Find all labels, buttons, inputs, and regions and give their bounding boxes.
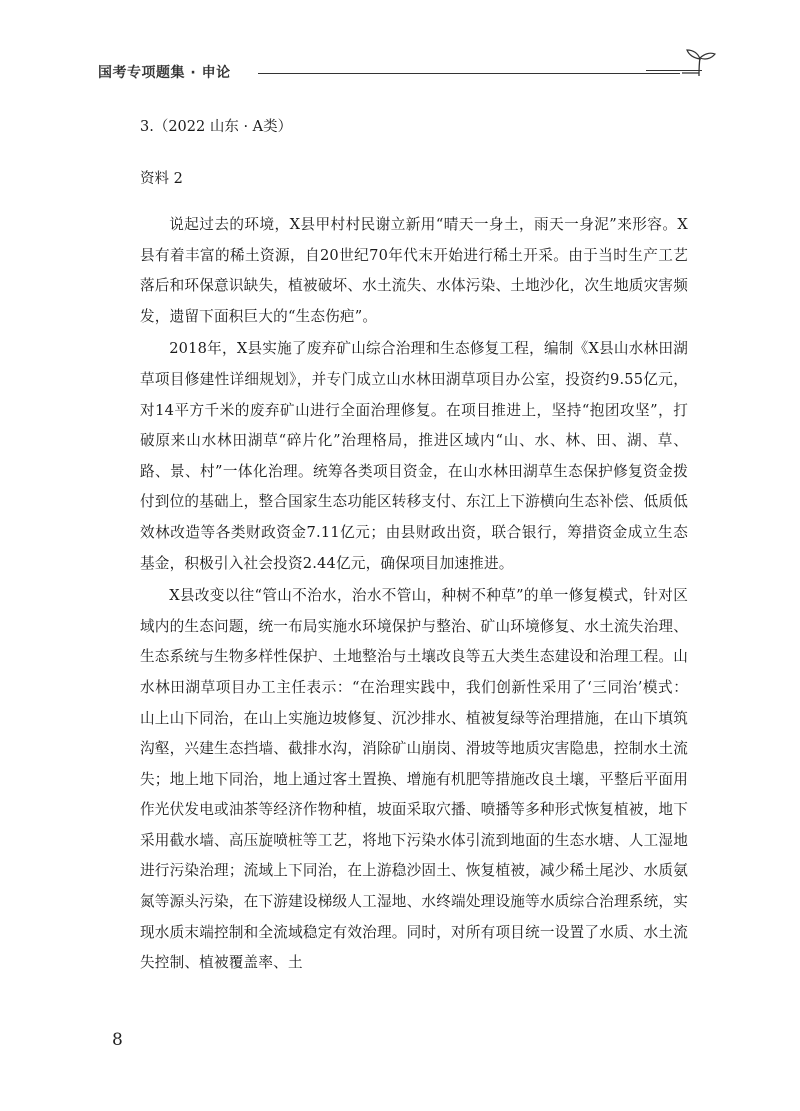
- page-content: [140, 112, 688, 981]
- material-title: 资料 2: [140, 171, 183, 187]
- sprout-icon: [680, 46, 718, 80]
- question-number: 3.（2022 山东 · A类）: [140, 119, 293, 135]
- page-number: 8: [112, 1030, 123, 1050]
- header-rule: [258, 73, 680, 74]
- running-header: [90, 58, 702, 88]
- paragraph-1: 说起过去的环境，X县甲村村民谢立新用“晴天一身土，雨天一身泥”来形容。X县有着丰富的稀土资源，自20世纪70年代末开始进行稀土开采。由于当时生产工艺落后和环保意识缺失，植被破坏、水土流失、水体污染、土地沙化，次生地质灾害频发，遗留下面积巨大的“生态伤疤”。: [140, 216, 688, 325]
- paragraph-2: 2018年，X县实施了废弃矿山综合治理和生态修复工程，编制《X县山水林田湖草项目修建性详细规划》，并专门成立山水林田湖草项目办公室，投资约9.55亿元，对14平方千米的废弃矿山进行全面治理修复。在项目推进上，坚持“抱团攻坚”，打破原来山水林田湖草“碎片化”治理格局，推进区域内“山、水、林、田、湖、草、路、景、村”一体化治理。统筹各类项目资金，在山水林田湖草生态保护修复资金拨付到位的基础上，整合国家生态功能区转移支付、东江上下游横向生态补偿、低质低效林改造等各类财政资金7.11亿元；由县财政出资，联合银行，筹措资金成立生态基金，积极引入社会投资2.44亿元，确保项目加速推进。: [140, 340, 688, 572]
- paragraph-3: X县改变以往“管山不治水，治水不管山，种树不种草”的单一修复模式，针对区域内的生态问题，统一布局实施水环境保护与整治、矿山环境修复、水土流失治理、生态系统与生物多样性保护、土地整治与土壤改良等五大类生态建设和治理工程。山水林田湖草项目办工主任表示：“在治理实践中，我们创新性采用了‘三同治’模式：山上山下同治，在山上实施边坡修复、沉沙排水、植被复绿等治理措施，在山下填筑沟壑，兴建生态挡墙、截排水沟，消除矿山崩岗、滑坡等地质灾害隐患，控制水土流失；地上地下同治，地上通过客土置换、增施有机肥等措施改良土壤，平整后平面用作光伏发电或油茶等经济作物种植，坡面采取穴播、喷播等多种形式恢复植被，地下采用截水墙、高压旋喷桩等工艺，将地下污染水体引流到地面的生态水塘、人工湿地进行污染治理；流域上下同治，在上游稳沙固土、恢复植被，减少稀土尾沙、水质氨氮等源头污染，在下游建设梯级人工湿地、水终端处理设施等水质综合治理系统，实现水质末端控制和全流域稳定有效治理。同时，对所有项目统一设置了水质、水土流失控制、植被覆盖率、土: [140, 587, 688, 972]
- header-title: 国考专项题集 · 申论: [98, 65, 231, 81]
